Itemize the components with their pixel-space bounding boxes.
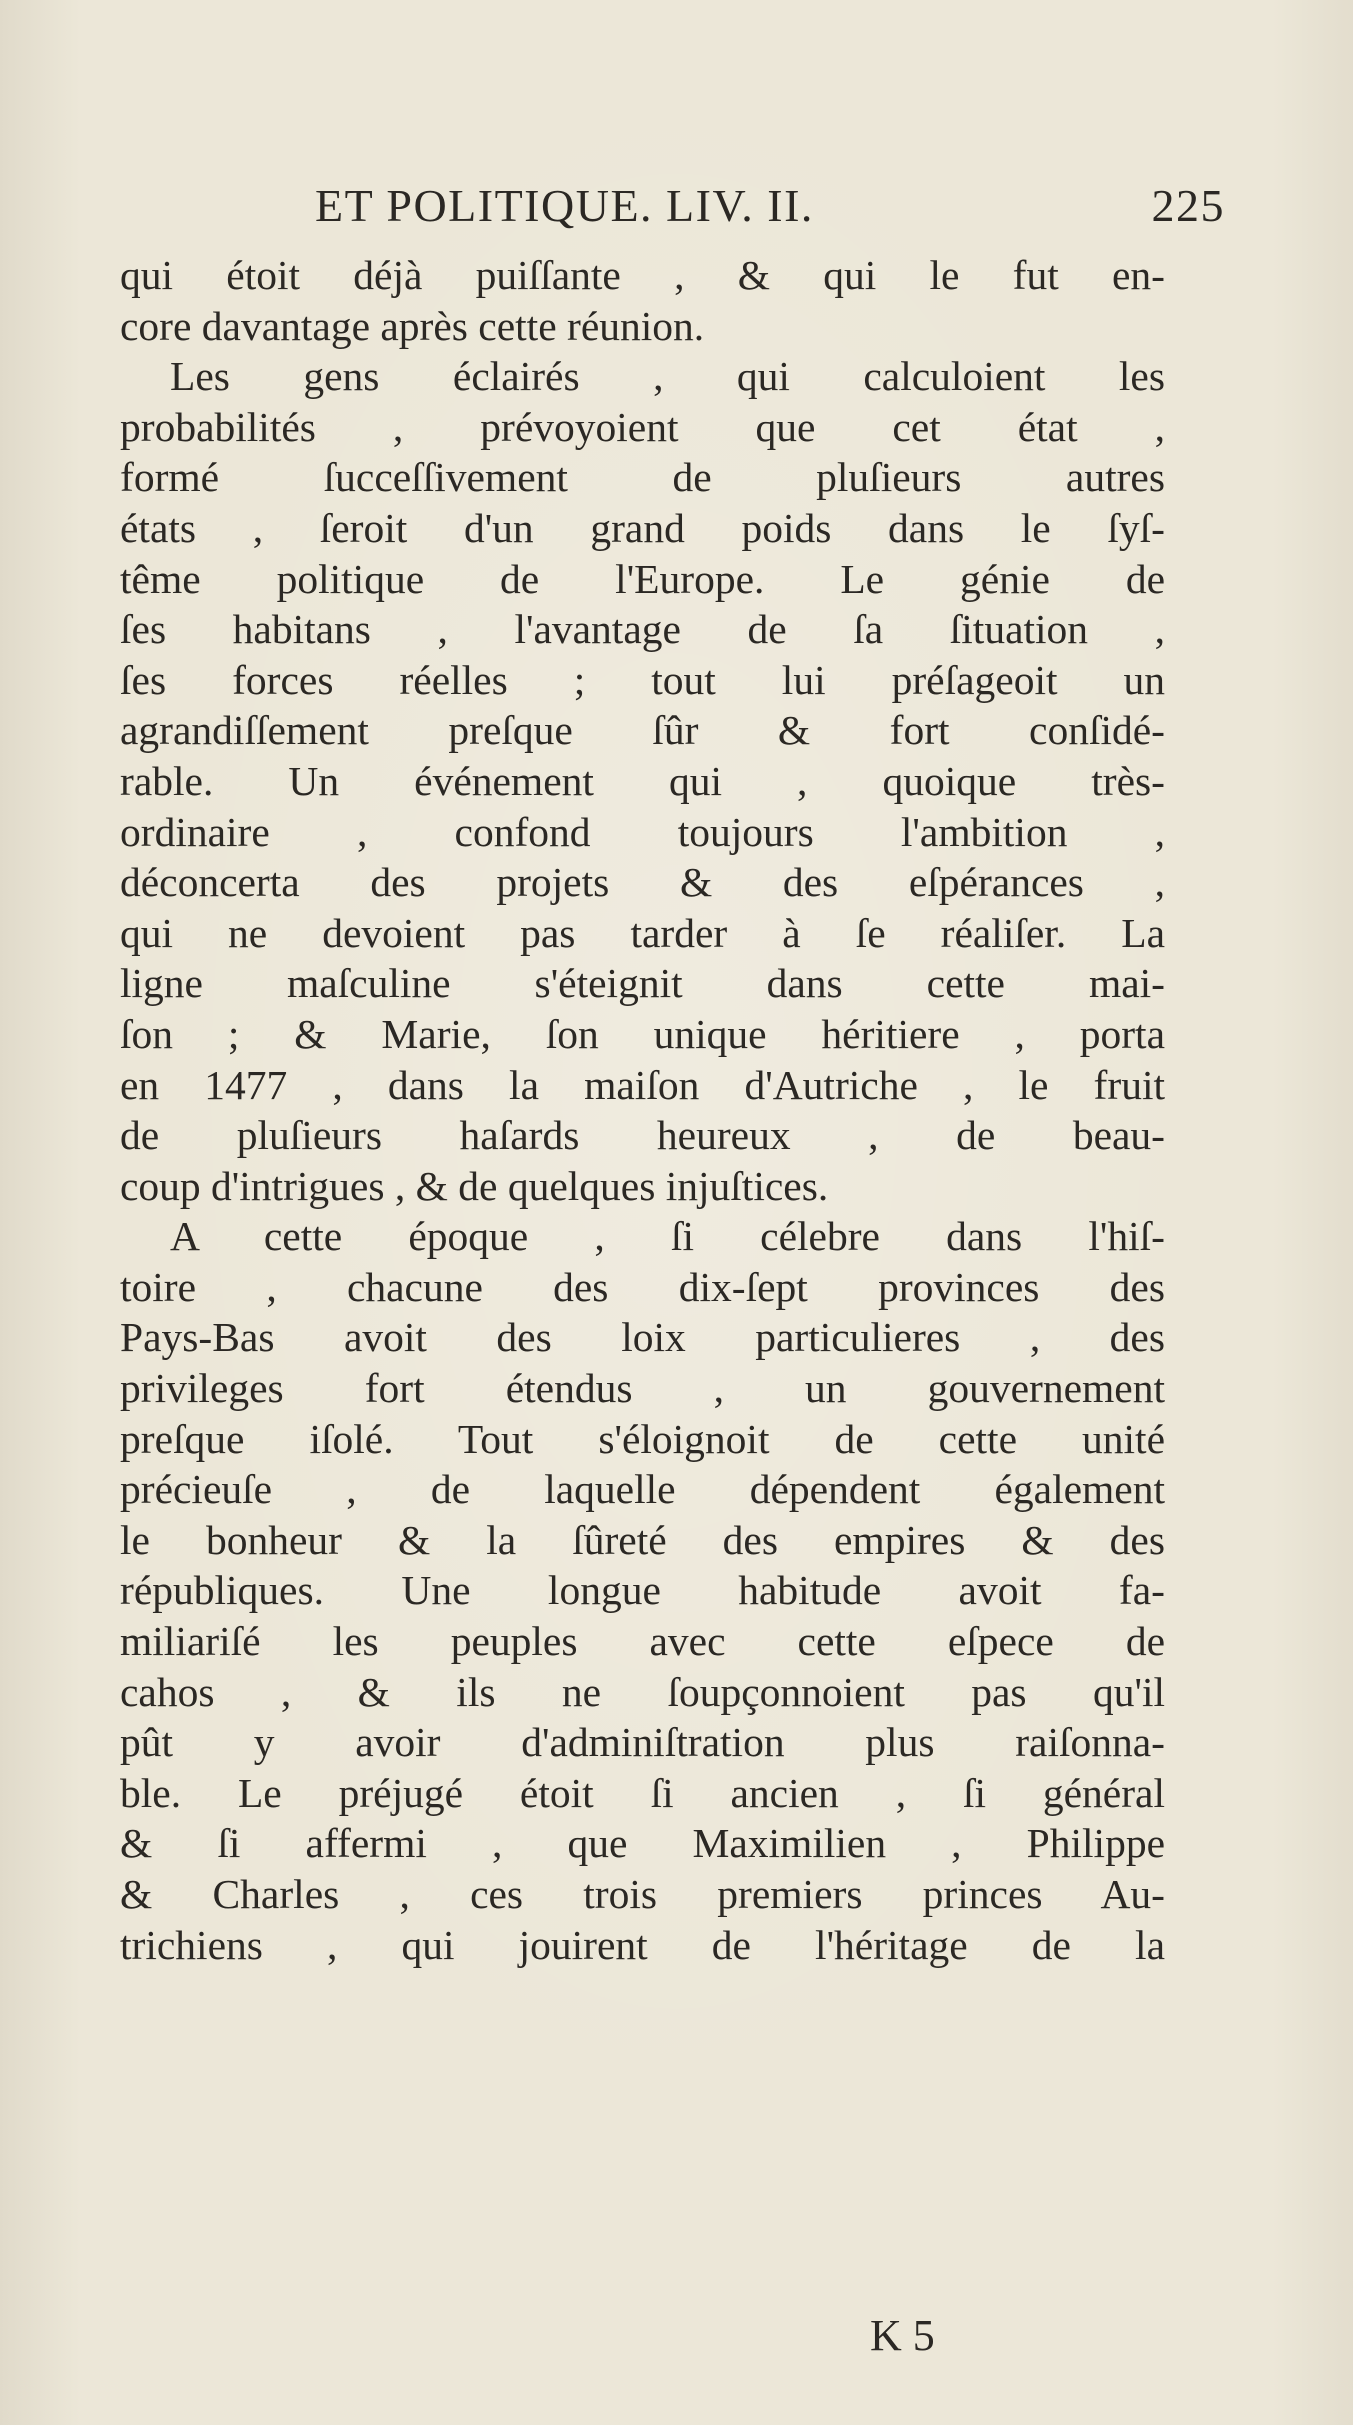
text-line: ſes forces réelles ; tout lui préſageoit un (120, 656, 1165, 703)
text-line: probabilités , prévoyoient que cet état , (120, 403, 1165, 450)
text-line: miliariſé les peuples avec cette eſpece de (120, 1618, 1165, 1665)
text-line: agrandiſſement preſque ſûr & fort conſidé- (120, 707, 1165, 754)
text-line: formé ſucceſſivement de pluſieurs autres (120, 454, 1165, 501)
text-line: & Charles , ces trois premiers princes Au- (120, 1871, 1165, 1917)
text-line: le bonheur & la ſûreté des empires & des (120, 1516, 1165, 1563)
page-number: 225 (1151, 180, 1225, 231)
text-line: core davantage après cette réunion. (120, 302, 705, 349)
text-line: Les gens éclairés , qui calculoient les (170, 353, 1165, 400)
text-line: cahos , & ils ne ſoupçonnoient pas qu'il (120, 1668, 1165, 1715)
text-line: de pluſieurs haſards heureux , de beau- (120, 1112, 1165, 1159)
running-head: ET POLITIQUE. LIV. II. (315, 180, 814, 231)
text-line: ble. Le préjugé étoit ſi ancien , ſi général (120, 1769, 1165, 1816)
text-line: A cette époque , ſi célebre dans l'hiſ- (170, 1213, 1165, 1260)
text-line: déconcerta des projets & des eſpérances , (120, 859, 1165, 906)
text-line: Pays-Bas avoit des loix particulieres , des (120, 1314, 1165, 1361)
text-line: ordinaire , confond toujours l'ambition , (120, 808, 1165, 855)
text-line: qui ne devoient pas tarder à ſe réaliſer. La (120, 909, 1165, 956)
text-line: ligne maſculine s'éteignit dans cette mai- (120, 960, 1165, 1007)
text-line: & ſi affermi , que Maximilien , Philippe (120, 1820, 1165, 1867)
text-line: preſque iſolé. Tout s'éloignoit de cette unité (120, 1415, 1165, 1462)
text-line: trichiens , qui jouirent de l'héritage de la (120, 1921, 1165, 1968)
page-header (315, 178, 1225, 234)
text-line: toire , chacune des dix-ſept provinces des (120, 1263, 1165, 1310)
text-line: républiques. Une longue habitude avoit fa- (120, 1567, 1165, 1614)
text-line: ſes habitans , l'avantage de ſa ſituation , (120, 606, 1165, 653)
text-line: en 1477 , dans la maiſon d'Autriche , le fruit (120, 1061, 1165, 1108)
text-line: rable. Un événement qui , quoique très- (120, 757, 1165, 804)
text-line: ſon ; & Marie, ſon unique héritiere , porta (120, 1010, 1165, 1057)
text-line: états , ſeroit d'un grand poids dans le ſyſ- (120, 504, 1165, 551)
text-line: privileges fort étendus , un gouvernement (120, 1365, 1165, 1412)
text-line: précieuſe , de laquelle dépendent également (120, 1466, 1165, 1513)
text-line: tême politique de l'Europe. Le génie de (120, 555, 1165, 602)
text-line: qui étoit déjà puiſſante , & qui le fut en- (120, 252, 1165, 298)
body-text (120, 250, 1165, 1970)
signature-mark: K 5 (870, 2311, 935, 2360)
text-line: coup d'intrigues , & de quelques injuſtices. (120, 1162, 829, 1209)
text-line: pût y avoir d'adminiſtration plus raiſonna- (120, 1719, 1165, 1766)
